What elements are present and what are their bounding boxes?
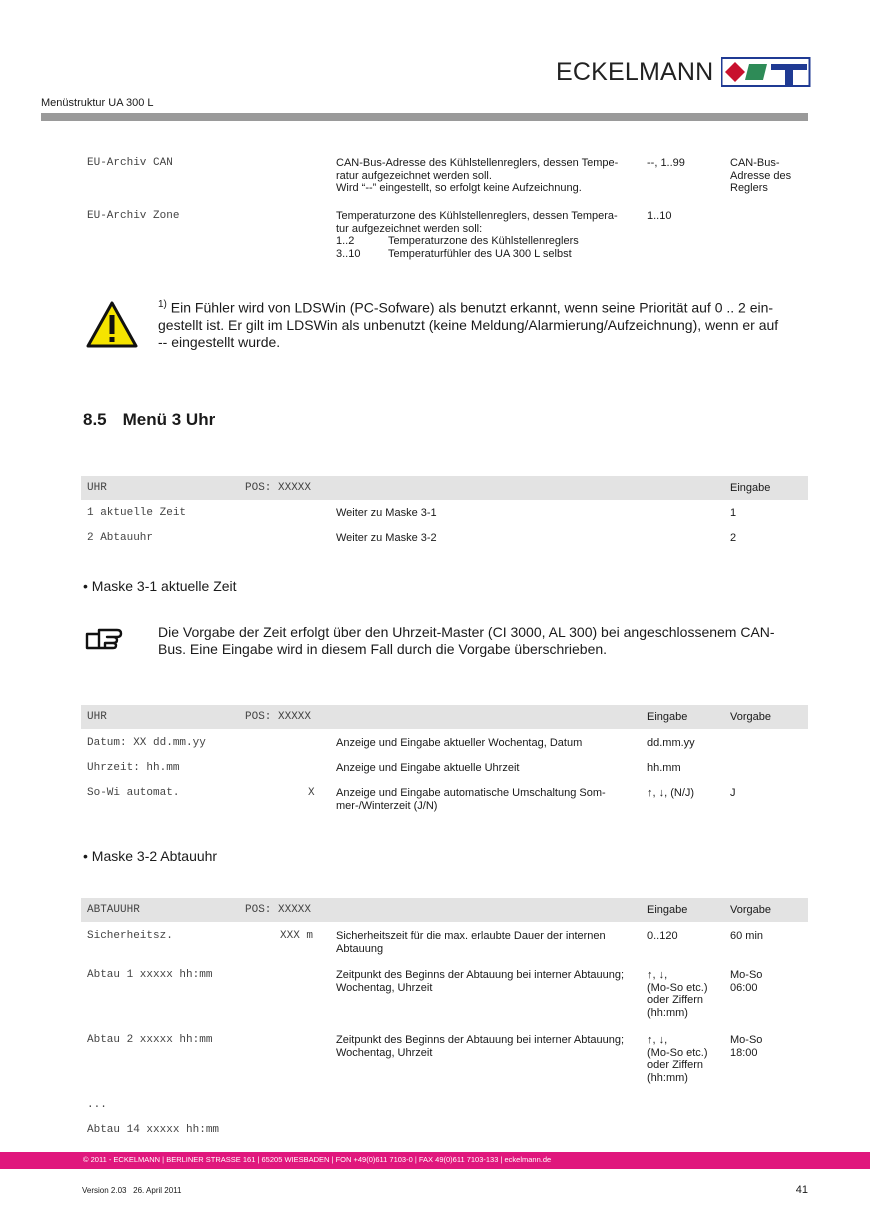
menu-item-abtauuhr: 2 Abtauuhr bbox=[87, 532, 154, 544]
default-line: Mo-So bbox=[730, 969, 763, 981]
mask32-input-header: Eingabe bbox=[647, 904, 688, 916]
desc-line: Zeitpunkt des Beginns der Abtauung bei interner Abtauung; bbox=[336, 1034, 625, 1046]
menu-item-aktuelle-zeit: 1 aktuelle Zeit bbox=[87, 507, 187, 519]
menu-item-desc: Weiter zu Maske 3-1 bbox=[336, 507, 437, 519]
mask31-row-datum: Datum: XX dd.mm.yy bbox=[87, 737, 206, 749]
note-text bbox=[158, 624, 808, 658]
row-pos: X bbox=[308, 787, 315, 799]
row-input: 0..120 bbox=[647, 930, 678, 942]
desc-line: ratur aufgezeichnet werden soll. bbox=[336, 169, 492, 182]
row-default bbox=[730, 969, 762, 994]
bullet-dot: • bbox=[83, 578, 88, 594]
sub-key: 1..2 bbox=[336, 235, 355, 247]
sub-row bbox=[336, 235, 636, 248]
param-eu-archiv-can-desc bbox=[336, 157, 636, 195]
mask31-pos: POS: XXXXX bbox=[245, 711, 312, 723]
menu-table-pos: POS: XXXXX bbox=[245, 482, 312, 494]
input-line: ↑, ↓, bbox=[647, 969, 668, 981]
param-eu-archiv-can: EU-Archiv CAN bbox=[87, 157, 173, 169]
default-line: Mo-So bbox=[730, 1034, 763, 1046]
note-line: Die Vorgabe der Zeit erfolgt über den Uhrzeit-Master (CI 3000, AL 300) bei angeschlossenem CAN- bbox=[158, 624, 775, 640]
default-line: Adresse des bbox=[730, 169, 792, 182]
menu-table-name: UHR bbox=[87, 482, 107, 494]
desc-line: Zeitpunkt des Beginns der Abtauung bei interner Abtauung; bbox=[336, 969, 625, 981]
warning-line bbox=[158, 296, 808, 317]
input-line: (Mo-So etc.) bbox=[647, 1046, 708, 1059]
desc-line: Wochentag, Uhrzeit bbox=[336, 1046, 433, 1059]
logo-squares-icon bbox=[721, 56, 811, 88]
default-line: 06:00 bbox=[730, 981, 758, 994]
input-line: (hh:mm) bbox=[647, 1071, 688, 1084]
menu-table-input-header: Eingabe bbox=[730, 482, 771, 494]
bullet-dot: • bbox=[83, 848, 88, 864]
desc-line: Abtauung bbox=[336, 942, 384, 955]
mask32-row-sicherheitsz: Sicherheitsz. bbox=[87, 930, 173, 942]
mask32-ellipsis: ... bbox=[87, 1099, 107, 1111]
page-number: 41 bbox=[795, 1184, 808, 1196]
param-eu-archiv-zone: EU-Archiv Zone bbox=[87, 210, 180, 222]
input-line: (hh:mm) bbox=[647, 1006, 688, 1019]
row-input: ↑, ↓, (N/J) bbox=[647, 787, 695, 799]
row-default: 60 min bbox=[730, 930, 764, 942]
brand-logo bbox=[556, 56, 808, 88]
mask32-pos: POS: XXXXX bbox=[245, 904, 312, 916]
row-input bbox=[647, 1034, 708, 1084]
section-title: Menü 3 Uhr bbox=[122, 410, 216, 429]
row-desc bbox=[336, 1034, 624, 1059]
param-eu-archiv-zone-range: 1..10 bbox=[647, 210, 672, 222]
mask32-row-abtau-14: Abtau 14 xxxxx hh:mm bbox=[87, 1124, 220, 1136]
row-desc bbox=[336, 969, 624, 994]
sub-value: Temperaturzone des Kühlstellenreglers bbox=[388, 235, 579, 247]
default-line: CAN-Bus- bbox=[730, 157, 780, 169]
input-line: oder Ziffern bbox=[647, 994, 704, 1006]
mask32-row-abtau-2: Abtau 2 xxxxx hh:mm bbox=[87, 1034, 213, 1046]
header-rule bbox=[41, 113, 808, 121]
row-desc bbox=[336, 787, 606, 812]
input-line: ↑, ↓, bbox=[647, 1034, 668, 1046]
menu-item-input: 1 bbox=[730, 507, 737, 519]
pointing-hand-icon bbox=[85, 626, 127, 652]
row-input: hh.mm bbox=[647, 762, 681, 774]
param-eu-archiv-can-range: --, 1..99 bbox=[647, 157, 685, 169]
mask32-header bbox=[81, 898, 808, 922]
desc-line: mer-/Winterzeit (J/N) bbox=[336, 799, 438, 812]
note-line: Bus. Eine Eingabe wird in diesem Fall durch die Vorgabe überschrieben. bbox=[158, 641, 608, 657]
page-header-title: Menüstruktur UA 300 L bbox=[41, 97, 154, 109]
row-input bbox=[647, 969, 708, 1019]
logo-wordmark: ECKELMANN bbox=[556, 58, 714, 86]
row-pos: XXX m bbox=[280, 930, 314, 942]
footnote-mark: 1) bbox=[158, 299, 167, 310]
bullet-text: Maske 3-2 Abtauuhr bbox=[91, 848, 218, 864]
desc-line: Anzeige und Eingabe automatische Umschaltung Som- bbox=[336, 787, 606, 799]
mask31-name: UHR bbox=[87, 711, 107, 723]
param-eu-archiv-can-default bbox=[730, 157, 791, 195]
mask31-row-sowi: So-Wi automat. bbox=[87, 787, 180, 799]
desc-line: Wochentag, Uhrzeit bbox=[336, 981, 433, 994]
mask32-name: ABTAUUHR bbox=[87, 904, 140, 916]
row-input: dd.mm.yy bbox=[647, 737, 695, 749]
input-line: oder Ziffern bbox=[647, 1059, 704, 1071]
row-desc bbox=[336, 930, 606, 955]
mask32-default-header: Vorgabe bbox=[730, 904, 771, 916]
menu-table-header bbox=[81, 476, 808, 500]
warning-triangle-icon bbox=[85, 300, 139, 350]
footer-version: Version 2.03 26. April 2011 bbox=[82, 1186, 182, 1195]
warning-text bbox=[158, 296, 808, 351]
desc-line: Wird “--” eingestellt, so erfolgt keine Aufzeichnung. bbox=[336, 182, 582, 194]
mask31-row-uhrzeit: Uhrzeit: hh.mm bbox=[87, 762, 180, 774]
desc-line: Sicherheitszeit für die max. erlaubte Dauer der internen bbox=[336, 930, 606, 942]
row-default bbox=[730, 1034, 762, 1059]
mask32-row-abtau-1: Abtau 1 xxxxx hh:mm bbox=[87, 969, 213, 981]
desc-line: CAN-Bus-Adresse des Kühlstellenreglers, dessen Tempe- bbox=[336, 157, 619, 169]
sub-row bbox=[336, 248, 636, 261]
section-heading bbox=[83, 410, 215, 430]
sub-value: Temperaturfühler des UA 300 L selbst bbox=[388, 247, 572, 260]
default-line: Reglers bbox=[730, 182, 768, 194]
default-line: 18:00 bbox=[730, 1046, 758, 1059]
section-number: 8.5 bbox=[83, 410, 107, 429]
mask31-header bbox=[81, 705, 808, 729]
warning-line-text: Ein Fühler wird von LDSWin (PC-Sofware) als benutzt erkannt, wenn seine Priorität auf 0 .. 2 ein- bbox=[170, 299, 774, 316]
warning-line: -- eingestellt wurde. bbox=[158, 333, 281, 350]
menu-item-desc: Weiter zu Maske 3-2 bbox=[336, 532, 437, 544]
bullet-maske-3-1 bbox=[83, 578, 237, 594]
warning-line: gestellt ist. Er gilt im LDSWin als unbenutzt (keine Meldung/Alarmierung/Aufzeichnung), wenn er auf bbox=[158, 316, 779, 333]
sub-key: 3..10 bbox=[336, 247, 361, 260]
mask31-input-header: Eingabe bbox=[647, 711, 688, 723]
input-line: (Mo-So etc.) bbox=[647, 981, 708, 994]
row-default: J bbox=[730, 787, 736, 799]
row-desc: Anzeige und Eingabe aktuelle Uhrzeit bbox=[336, 762, 520, 774]
menu-item-input: 2 bbox=[730, 532, 737, 544]
desc-line: Temperaturzone des Kühlstellenreglers, dessen Tempera- bbox=[336, 210, 618, 222]
desc-line: tur aufgezeichnet werden soll: bbox=[336, 222, 483, 235]
row-desc: Anzeige und Eingabe aktueller Wochentag, Datum bbox=[336, 737, 583, 749]
param-eu-archiv-zone-desc bbox=[336, 210, 636, 260]
footer-address: © 2011 - ECKELMANN | BERLINER STRASSE 161 | 65205 WIESBADEN | FON +49(0)611 7103-0 | FAX 49(0)611 7103-133 | eckelmann.de bbox=[83, 1155, 552, 1164]
bullet-text: Maske 3-1 aktuelle Zeit bbox=[91, 578, 237, 594]
mask31-default-header: Vorgabe bbox=[730, 711, 771, 723]
bullet-maske-3-2 bbox=[83, 848, 217, 864]
